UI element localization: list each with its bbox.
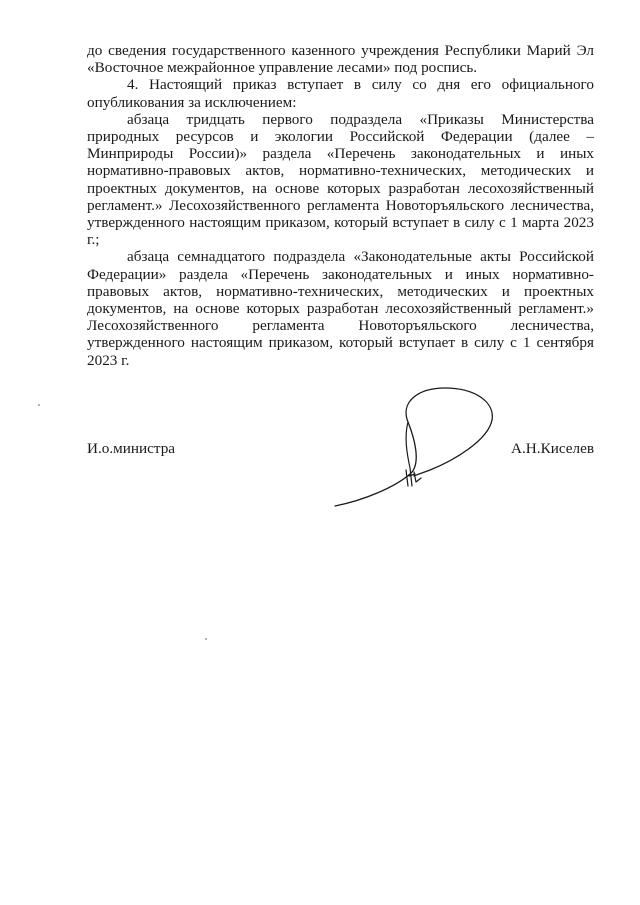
signatory-role: И.о.министра: [87, 440, 176, 457]
paragraph-exception-1: абзаца тридцать первого подраздела «Приказы Министерства природных ресурсов и экологии Российской Федерации (далее – Минприроды России)» раздела «Перечень законодательных и иных нормативно-правовых актов, нормативно-технических, методических и проектных документов, на основе которых разработан лесохозяйственный регламент.» Лесохозяйственного регламента Новоторъяльского лесничества, утвержденного настоящим приказом, который вступает в силу с 1 марта 2023 г.;: [87, 110, 594, 249]
paragraph-item-4: 4. Настоящий приказ вступает в силу со дня его официального опубликования за исключением:: [87, 76, 594, 111]
signatory-name: А.Н.Киселев: [511, 440, 594, 457]
scan-speck: [38, 404, 40, 406]
handwritten-signature: [330, 382, 500, 512]
scan-speck: [205, 638, 207, 640]
document-body: [87, 42, 594, 369]
paragraph-continuation: до сведения государственного казенного учреждения Республики Марий Эл «Восточное межрайонное управление лесами» под роспись.: [87, 42, 594, 77]
paragraph-exception-2: абзаца семнадцатого подраздела «Законодательные акты Российской Федерации» раздела «Перечень законодательных и иных нормативно-правовых актов, нормативно-технических, методических и проектных документов, на основе которых разработан лесохозяйственный регламент.» Лесохозяйственного регламента Новоторъяльского лесничества, утвержденного настоящим приказом, который вступает в силу с 1 сентября 2023 г.: [87, 248, 594, 369]
